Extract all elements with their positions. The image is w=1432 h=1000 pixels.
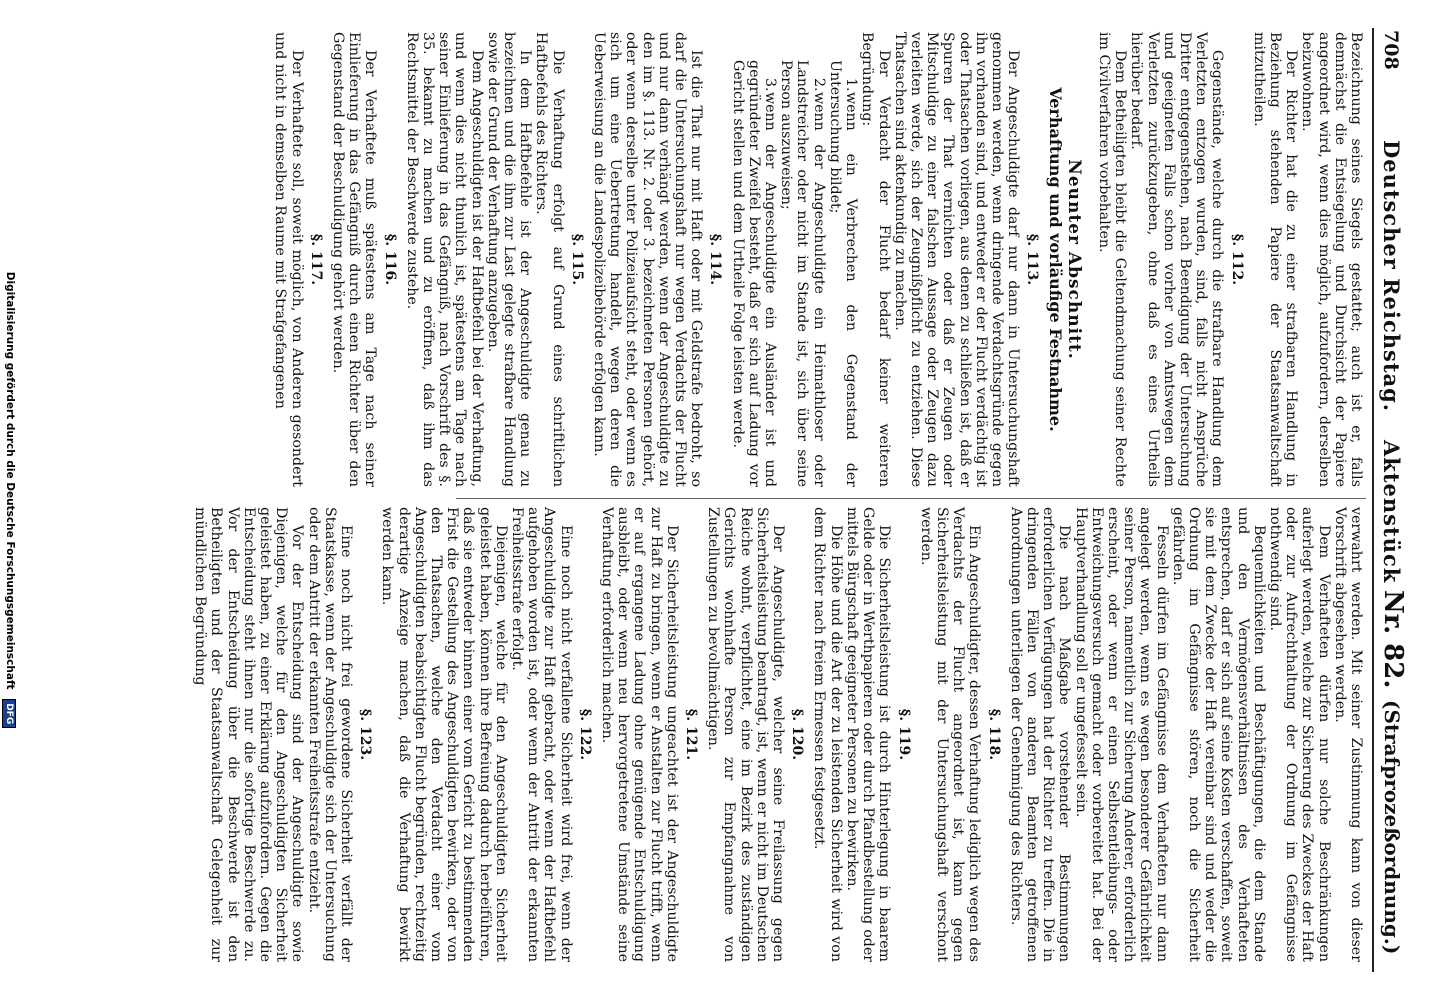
paragraph: Dem Angeschuldigten ist der Haftbefehl bei der Verhaftung, und wenn dies nicht thunlich ist, spätestens am Tage nach seiner Einlieferung in das Gefängniß, nach Vorschrift des §. 35. bekannt zu machen und zu eröffnen, daß ihm das Rechtsmittel der Beschwerde zustehe. bbox=[403, 32, 485, 487]
column-divider bbox=[456, 498, 1366, 499]
section-number: §. 118. bbox=[985, 708, 1002, 761]
paragraph: verwahrt werden. Mit seiner Zustimmung kann von dieser Vorschrift abgesehen werden. bbox=[1331, 507, 1364, 962]
paragraph: Die Sicherheitsleistung ist durch Hinterlegung in baarem Gelde oder in Werthpapieren oder durch Pfandbestellung oder mittels Bürgschaft geeigneter Personen zu bewirken. bbox=[843, 507, 893, 962]
document-subtitle: (Strafprozeßordnung.) bbox=[1380, 700, 1404, 955]
paragraph: Die nach Maßgabe vorstehender Bestimmungen erforderlichen Verfügungen hat der Richter zu treffen. Die in dringenden Fällen von anderen Beamten getroffenen Anordnungen unterliegen der Genehmigung des Richters. bbox=[1007, 507, 1073, 962]
section-number: §. 116. bbox=[381, 233, 398, 286]
chapter-heading: Neunter Abschnitt. bbox=[1063, 159, 1084, 360]
paragraph: Ist die That nur mit Haft oder mit Geldstrafe bedroht, so darf die Untersuchungshaft nur wegen Verdachts der Flucht und nur dann verhängt werden, wenn der Angeschuldigte zu den im §. 113. Nr. 2. oder 3. bezeichneten Personen gehört, oder wenn derselbe unter Polizeiaufsicht steht, oder wenn es sich um eine Uebertretung handelt, wegen deren die Ueberweisung an die Landespolizeibehörde erfolgen kann. bbox=[591, 32, 705, 487]
paragraph: Eine noch nicht verfallene Sicherheit wird frei, wenn der Angeschuldigte zur Haft gebracht, oder wenn der Haftbefehl aufgehoben worden ist, oder wenn der Antritt der erkannten Freiheitsstrafe erfolgt. bbox=[509, 507, 574, 962]
section-number: §. 114. bbox=[707, 233, 724, 286]
section-number: §. 123. bbox=[357, 708, 374, 761]
section-number: §. 122. bbox=[576, 708, 593, 761]
header-rule bbox=[1372, 28, 1374, 972]
paragraph: Der Sicherheitsleistung ungeachtet ist der Angeschuldigte zur Haft zu bringen, wenn er Anstalten zur Flucht trifft, wenn er auf ergangene Ladung ohne genügende Entschuldigung ausbleibt, oder wenn neu hervorgetretene Umstände seine Verhaftung erforderlich machen. bbox=[599, 507, 680, 962]
section-number: §. 117. bbox=[307, 233, 324, 286]
page-number: 708 bbox=[1380, 30, 1402, 70]
paragraph: Die Verhaftung erfolgt auf Grund eines schriftlichen Haftbefehls des Richters. bbox=[533, 32, 566, 487]
paragraph: Diejenigen, welche für den Angeschuldigten Sicherheit geleistet haben, können ihre Befreiung dadurch herbeiführen, daß sie entweder binnen einer vom Gericht zu bestimmenden Frist die Gestellung des Angeschuldigten bewirken, oder von den Thatsachen, welche den Verdacht einer vom Angeschuldigten beabsichtigten Flucht begründen, rechtzeitig derartige Anzeige machen, daß die Verhaftung bewirkt werden kann. bbox=[379, 507, 509, 962]
list-item: 2.wenn der Angeschuldigte ein Heimathloser oder Landstreicher oder nicht im Stande ist, sich über seine Person auszuweisen; bbox=[778, 60, 827, 487]
section-number: §. 113. bbox=[1024, 233, 1041, 286]
paragraph: Die Höhe und die Art der zu leistenden Sicherheit wird von dem Richter nach freiem Ermessen festgesetzt. bbox=[811, 507, 844, 962]
paragraph: Gegenstände, welche durch die strafbare Handlung dem Verletzten entzogen wurden, sind, falls nicht Ansprüche Dritter entgegenstehen, nach Beendigung der Untersuchung und geeigneten Falls schon vorher von Amtswegen dem Verletzten zurückzugeben, ohne daß es eines Urtheils hierüber bedarf. bbox=[1128, 32, 1226, 487]
paragraph: Bequemlichkeiten und Beschäftigungen, die dem Stande und den Vermögensverhältnissen des Verhafteten entsprechen, darf er sich auf seine Kosten verschaffen, soweit sie mit dem Zwecke der Haft vereinbar sind und weder die Ordnung im Gefängnisse stören, noch die Sicherheit gefährden. bbox=[1169, 507, 1267, 962]
section-number: §. 121. bbox=[683, 708, 700, 761]
paragraph: Dem Betheiligten bleibt die Geltendmachung seiner Rechte im Civilverfahren vorbehalten. bbox=[1095, 32, 1129, 487]
section-number: §. 120. bbox=[789, 708, 806, 761]
paragraph: Fesseln dürfen im Gefängnisse dem Verhafteten nur dann angelegt werden, wenn es wegen besonderer Gefährlichkeit seiner Person, namentlich zur Sicherung Anderer, erforderlich erscheint, oder wenn er einen Selbstentleibungs- oder Entweichungsversuch gemacht oder vorbereitet hat. Bei der Hauptverhandlung soll er ungefesselt sein. bbox=[1072, 507, 1170, 962]
paragraph: Der Angeschuldigte, welcher seine Freilassung gegen Sicherheitsleistung beantragt, ist, wenn er nicht im Deutschen Reiche wohnt, verpflichtet, eine im Bezirk des zuständigen Gerichts wohnhafte Person zur Empfangnahme von Zustellungen zu bevollmächtigen. bbox=[705, 507, 787, 962]
right-column bbox=[192, 507, 1364, 962]
list-item: 3.wenn der Angeschuldigte ein Ausländer ist und gegründeter Zweifel besteht, daß er sich auf Ladung vor Gericht stellen und dem Urtheile Folge leisten werde. bbox=[729, 60, 779, 487]
annex-label: Aktenstück bbox=[1379, 440, 1404, 584]
digitization-credit bbox=[0, 0, 16, 1000]
section-number: §. 119. bbox=[895, 708, 912, 761]
section-number: §. 115. bbox=[568, 233, 585, 286]
document-number: Nr. 82. bbox=[1378, 590, 1408, 689]
paragraph: Der Verhaftete muß spätestens am Tage nach seiner Einlieferung in das Gefängniß durch einen Richter über den Gegenstand der Beschuldigung gehört werden. bbox=[330, 32, 379, 487]
paragraph: Der Verhaftete soll, soweit möglich, von Anderen gesondert und nicht in demselben Raume mit Strafgefangenen bbox=[272, 32, 305, 487]
paragraph: Eine noch nicht frei gewordene Sicherheit verfällt der Staatskasse, wenn der Angeschuldigte sich der Untersuchung oder dem Antritt der erkannten Freiheitsstrafe entzieht. bbox=[305, 507, 355, 962]
paragraph: Ein Angeschuldigter, dessen Verhaftung lediglich wegen des Verdachts der Flucht angeordnet ist, kann gegen Sicherheitsleistung mit der Untersuchungshaft verschont werden. bbox=[917, 507, 983, 962]
credit-text: Digitalisierung gefördert durch die Deutsche Forschungsgemeinschaft bbox=[4, 271, 16, 690]
paragraph: Der Verdacht der Flucht bedarf keiner weiteren Begründung: bbox=[859, 32, 892, 487]
chapter-subheading: Verhaftung und vorläufige Festnahme. bbox=[1045, 87, 1065, 432]
paragraph: Der Richter hat die zu einer strafbaren Handlung in Beziehung stehenden Papiere der Staatsanwaltschaft mitzutheilen. bbox=[1250, 32, 1300, 487]
paragraph: Dem Verhafteten dürfen nur solche Beschränkungen auferlegt werden, welche zur Sicherung des Zweckes der Haft oder zur Aufrechthaltung der Ordnung im Gefängnisse nothwendig sind. bbox=[1266, 507, 1332, 962]
paragraph: Vor der Entscheidung sind der Angeschuldigte sowie Diejenigen, welche für den Angeschuldigten Sicherheit geleistet haben, zu einer Erklärung aufzufordern. Gegen die Entscheidung steht ihnen nur die sofortige Beschwerde zu. Vor der Entscheidung über die Beschwerde ist den Betheiligten und der Staatsanwaltschaft Gelegenheit zur mündlichen Begründung bbox=[192, 507, 306, 962]
page-header bbox=[1374, 30, 1408, 970]
paragraph: Bezeichnung seines Siegels gestattet; auch ist er, falls demnächst die Entsiegelung und Durchsicht der Papiere angeordnet wird, wenn dies möglich, aufzufordern, derselben beizuwohnen. bbox=[1299, 32, 1364, 487]
section-number: §. 112. bbox=[1228, 233, 1245, 286]
list-item: 1.wenn ein Verbrechen den Gegenstand der Untersuchung bildet; bbox=[826, 60, 860, 487]
dfg-logo: DFG bbox=[2, 699, 16, 728]
paragraph: In dem Haftbefehle ist der Angeschuldigte genau zu bezeichnen und die ihm zur Last gelegte strafbare Handlung sowie der Grund der Verhaftung anzugeben. bbox=[484, 32, 534, 487]
publication-title: Deutscher Reichstag. bbox=[1379, 140, 1404, 413]
left-column bbox=[272, 32, 1364, 487]
paragraph: Der Angeschuldigte darf nur dann in Untersuchungshaft genommen werden, wenn dringende Verdachtsgründe gegen ihn vorhanden sind, und entweder er der Flucht verdächtig ist oder Thatsachen vorliegen, aus denen zu schließen ist, daß er Spuren der That vernichten oder daß er Zeugen oder Mitschuldige zu einer falschen Aussage oder Zeugen dazu verleiten werde, sich der Zeugnißpflicht zu entziehen. Diese Thatsachen sind aktenkundig zu machen. bbox=[891, 32, 1022, 487]
